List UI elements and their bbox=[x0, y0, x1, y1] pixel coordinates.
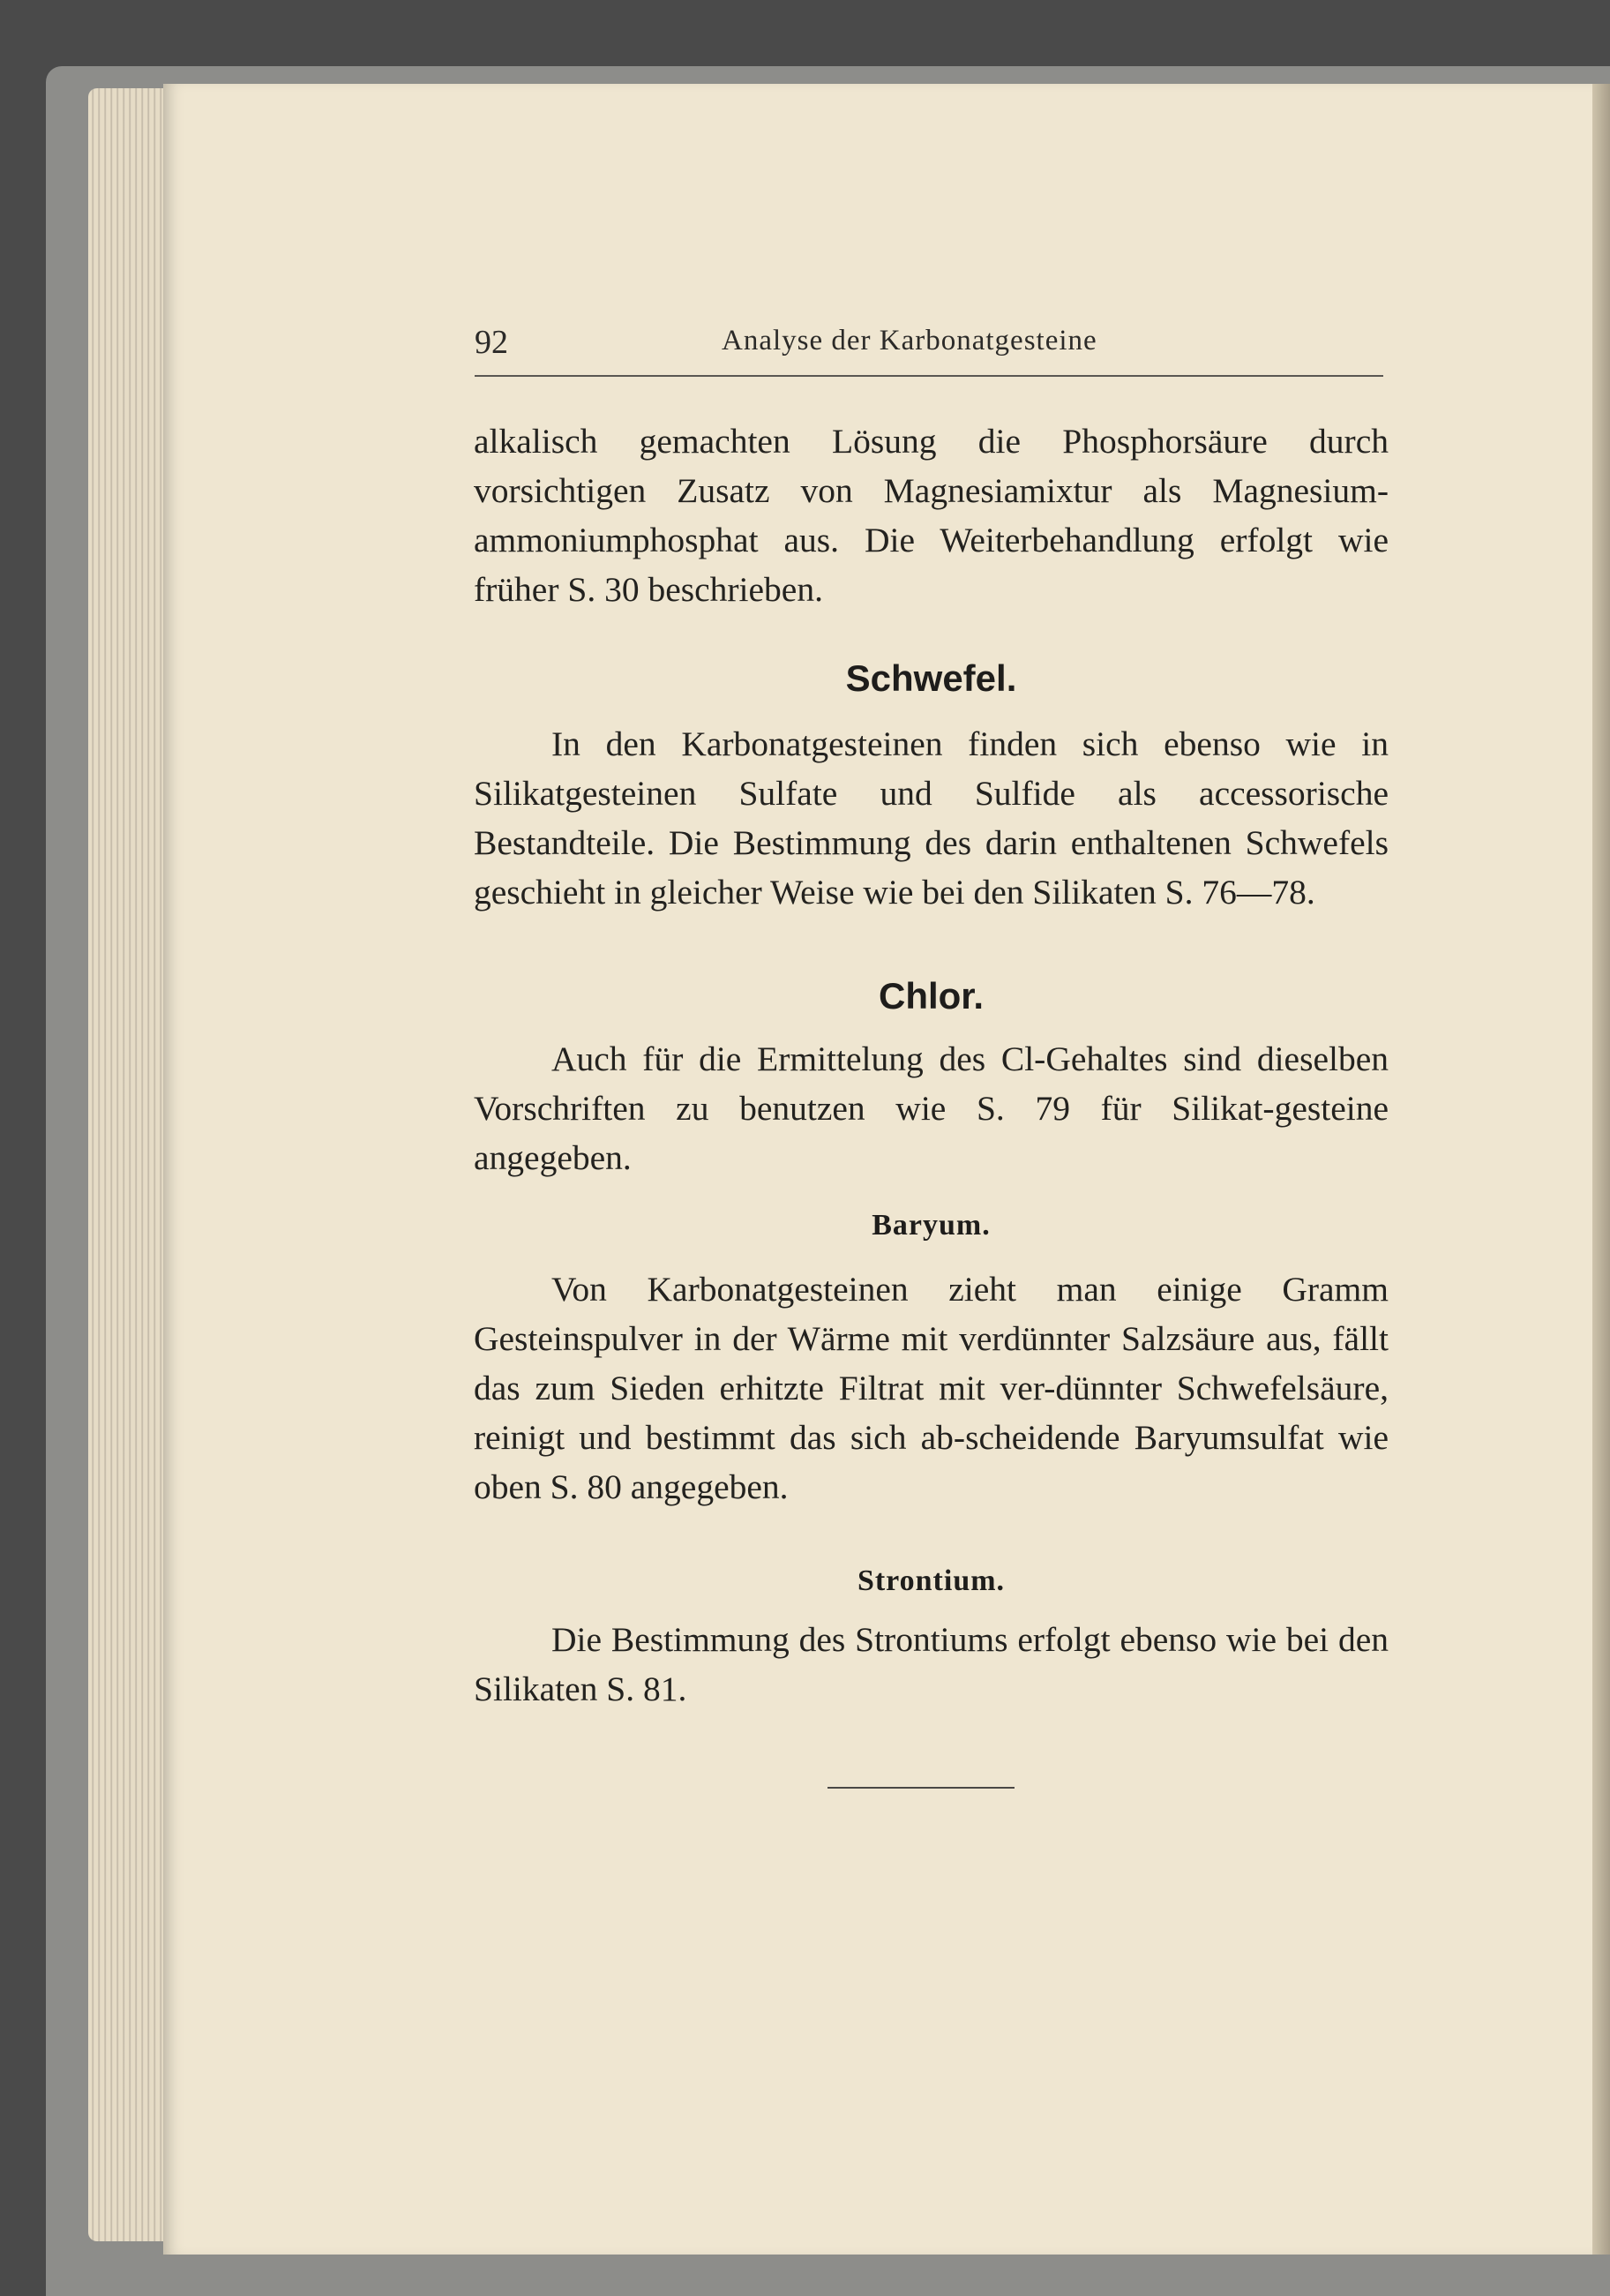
section-text-chlor: Auch für die Ermittelung des Cl-Gehaltes sind dieselben Vorschriften zu benutzen wie S. 79 für Silikat-gesteine angegeben. bbox=[474, 1039, 1389, 1177]
section-text-block-strontium bbox=[474, 1615, 1389, 1714]
intro-paragraph-block bbox=[474, 416, 1389, 614]
running-title: Analyse der Karbonatgesteine bbox=[722, 325, 1097, 356]
section-heading-schwefel: Schwefel. bbox=[845, 657, 1017, 699]
section-text-block-schwefel bbox=[474, 719, 1389, 917]
page-header bbox=[475, 318, 1383, 371]
section-heading-chlor: Chlor. bbox=[878, 975, 984, 1017]
section-text-baryum: Von Karbonatgesteinen zieht man einige Gramm Gesteinspulver in der Wärme mit verdünnter Salzsäure aus, fällt das zum Sieden erhitzte Filtrat mit ver-dünnter Schwefelsäure, reinigt und bestimmt das sich ab-scheidende Baryumsulfat wie oben S. 80 angegeben. bbox=[474, 1270, 1389, 1506]
section-text-strontium: Die Bestimmung des Strontiums erfolgt ebenso wie bei den Silikaten S. 81. bbox=[474, 1620, 1389, 1708]
intro-paragraph: alkalisch gemachten Lösung die Phosphorsäure durch vorsichtigen Zusatz von Magnesiamixtur als Magnesium-ammoniumphosphat aus. Die Weiterbehandlung erfolgt wie früher S. 30 beschrieben. bbox=[474, 422, 1389, 609]
next-page-edge bbox=[1592, 84, 1610, 2255]
end-rule bbox=[827, 1787, 1015, 1789]
section-heading-baryum: Baryum. bbox=[872, 1209, 991, 1242]
page-number: 92 bbox=[475, 324, 508, 361]
section-text-block-chlor bbox=[474, 1034, 1389, 1182]
section-text-schwefel: In den Karbonatgesteinen finden sich ebenso wie in Silikatgesteinen Sulfate und Sulfide als accessorische Bestandteile. Die Bestimmung des darin enthaltenen Schwefels geschieht in gleicher Weise wie bei den Silikaten S. 76—78. bbox=[474, 724, 1389, 912]
header-rule bbox=[475, 375, 1383, 377]
section-heading-strontium: Strontium. bbox=[857, 1564, 1006, 1597]
section-text-block-baryum bbox=[474, 1264, 1389, 1512]
